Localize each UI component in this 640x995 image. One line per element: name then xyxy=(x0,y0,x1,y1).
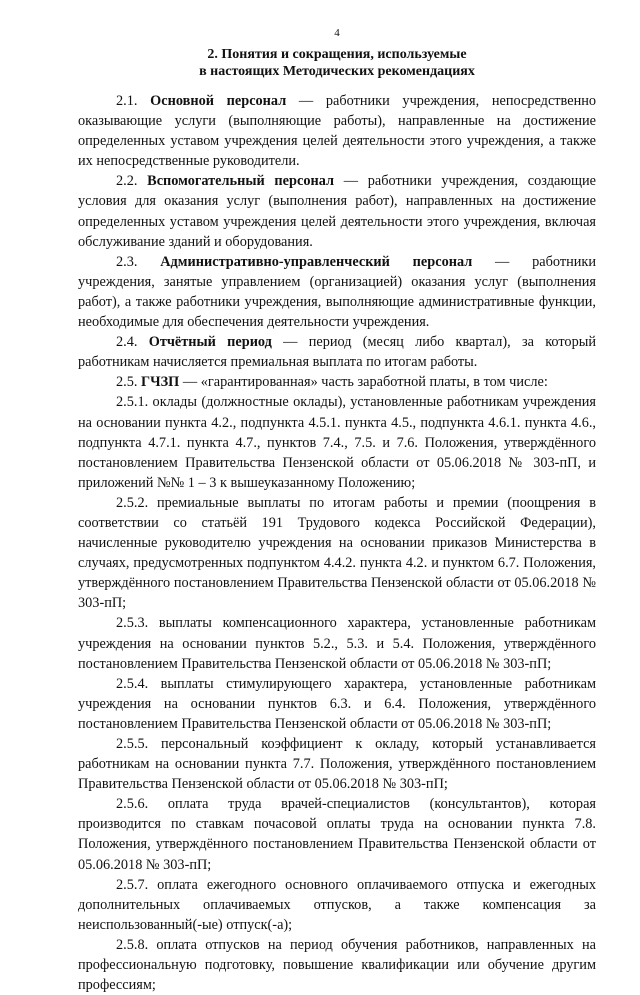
paragraph-2-5-4: 2.5.4. выплаты стимулирующего характера, установленные работникам учреждения на основании пунктов 6.3. и 6.4. Положения, утверждённого постановлением Правительства Пензенской области от 05.06.2018 № 303-пП; xyxy=(78,675,596,732)
term: Отчётный период xyxy=(148,334,272,351)
paragraph-2-5: 2.5. ГЧЗП — «гарантированная» часть заработной платы, в том числе: xyxy=(116,374,548,391)
paragraph-2-5-5: 2.5.5. персональный коэффициент к окладу, который устанавливается работникам на основании пункта 7.7. Положения, утверждённого постановлением Правительства Пензенской области от 05.06.2018 № 303-пП; xyxy=(78,736,596,793)
page-number: 4 xyxy=(334,27,340,39)
section-heading-line-2: в настоящих Методических рекомендациях xyxy=(199,64,475,79)
paragraph-2-2: 2.2. Вспомогательный персонал — работники учреждения, создающие условия для оказания услуг (выполнения работ), направленных на достижение определенных уставом учреждения целей деятельности этого учреждения, включая обслуживание зданий и оборудования. xyxy=(78,173,596,250)
section-heading xyxy=(78,46,596,80)
paragraph-2-5-3: 2.5.3. выплаты компенсационного характера, установленные работникам учреждения на основании пунктов 5.2., 5.3. и 5.4. Положения, утверждённого постановлением Правительства Пензенской области от 05.06.2018 № 303-пП; xyxy=(78,615,596,672)
paragraph-2-5-8: 2.5.8. оплата отпусков на период обучения работников, направленных на профессиональную подготовку, повышение квалификации или обучение другим профессиям; xyxy=(78,936,596,994)
paragraph-2-5-7: 2.5.7. оплата ежегодного основного оплачиваемого отпуска и ежегодных дополнительных оплачиваемых отпусков, а также компенсация за неиспользованный(-ые) отпуск(-а); xyxy=(78,876,596,933)
paragraph-2-3: 2.3. Административно-управленческий персонал — работники учреждения, занятые управлением (организацией) оказания услуг (выполнения работ), а также работники учреждения, выполняющие административные функции, необходимые для обеспечения деятельности учреждения. xyxy=(78,253,596,331)
paragraph-2-4: 2.4. Отчётный период — период (месяц либо квартал), за который работникам начисляется премиальная выплата по итогам работы. xyxy=(78,334,596,371)
paragraph-2-5-2: 2.5.2. премиальные выплаты по итогам работы и премии (поощрения в соответствии со статьёй 191 Трудового кодекса Российской Федерации), начисленные руководителю учреждения на основании приказов Министерства в случаях, предусмотренных подпунктом 4.4.2. пункта 4.2. и пунктом 6.7. Положения, утверждённого постановлением Правительства Пензенской области от 05.06.2018 № 303-пП; xyxy=(78,494,596,612)
paragraph-2-5-6: 2.5.6. оплата труда врачей-специалистов (консультантов), которая производится по ставкам почасовой оплаты труда на основании пункта 7.8. Положения, утверждённого постановлением Правительства Пензенской области от 05.06.2018 № 303-пП; xyxy=(78,796,596,873)
document-page xyxy=(78,26,596,995)
paragraph-2-1: 2.1. Основной персонал — работники учреждения, непосредственно оказывающие услуги (выполняющие работы), направленные на достижение определенных уставом учреждения целей деятельности этого учреждения, а также их непосредственные руководители. xyxy=(78,93,597,170)
term: ГЧЗП xyxy=(141,374,180,391)
term: Основной персонал xyxy=(150,93,287,109)
section-heading-line-1: 2. Понятия и сокращения, используемые xyxy=(207,47,467,62)
term: Административно-управленческий персонал xyxy=(160,253,473,270)
paragraph-2-5-1: 2.5.1. оклады (должностные оклады), установленные работникам учреждения на основании пункта 4.2., подпункта 4.5.1. пункта 4.5., подпункта 4.6.1. пункта 4.6., подпункта 4.7.1. пункта 4.7., пунктов 7.4., 7.5. и 7.6. Положения, утверждённого постановлением Правительства Пензенской области от 05.06.2018 № 303-пП, и приложений №№ 1 – 3 к вышеуказанному Положению; xyxy=(78,394,596,491)
term: Вспомогательный персонал xyxy=(147,173,334,190)
